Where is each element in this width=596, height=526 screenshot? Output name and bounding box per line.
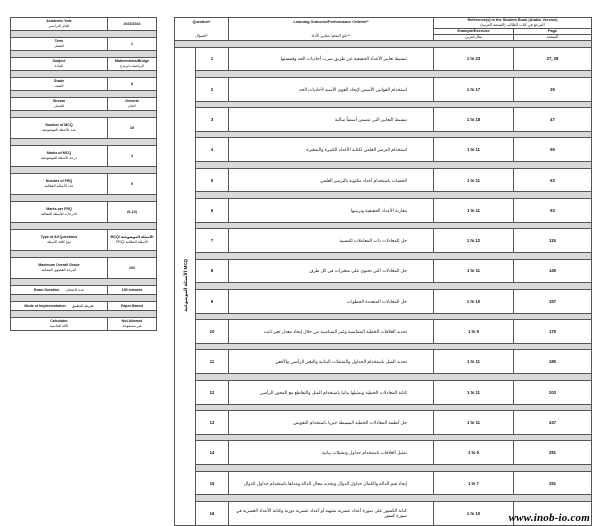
section-label-cell [175,47,196,525]
info-value-text: 2023/2024 [123,21,141,26]
info-key [11,318,108,331]
example-range: 1 to 11 [434,411,514,435]
outcome-row [175,77,592,101]
info-value-text: 4 [131,153,133,158]
page-number: 35 [514,77,592,101]
info-row [11,302,157,311]
learning-outcome: تمثيل العلاقات باستخدام جداول وتمثيلات بيانية [229,441,434,465]
exam-info-body [11,18,157,331]
learning-outcome: كتابة الكسور على صورة أعداد عشرية منتهية أو أعداد عشرية دورية وكتابة الأعداد العشرية في صورة كسور [229,501,434,525]
outcome-row [175,138,592,162]
example-range: 1 to 11 [434,380,514,404]
outcome-header [229,18,434,41]
info-key-en: Maximum Overall Grade [38,263,80,268]
outcome-row [175,289,592,313]
info-key [11,258,108,279]
info-row [11,58,157,71]
info-row [11,78,157,91]
header-row-1 [175,18,592,29]
question-number: 15 [196,471,229,495]
outcome-row [175,441,592,465]
info-key-ar: مدة الامتحان [65,287,85,292]
info-value [108,38,157,51]
info-gap [11,195,157,202]
page-number: 93 [514,198,592,222]
question-number: 14 [196,441,229,465]
info-value-text: 5 [131,181,133,186]
info-value-text: 150 minutes [121,287,143,292]
outcome-row [175,168,592,192]
example-header: Example/Exercise [434,29,514,35]
reference-header-ar: المرجع في كتاب الطالب (النسخة العربية) [480,23,545,27]
question-number: 9 [196,289,229,313]
page-number: 281 [514,441,592,465]
learning-outcome: حل المعادلات التي تحتوي على متغيرات في كل طرف [229,259,434,283]
info-value [108,286,157,295]
question-number: 5 [196,168,229,192]
question-header-en: Question* [192,19,211,24]
example-range: 1 to 5 [434,441,514,465]
info-value-text: Not Allowed [121,319,143,324]
page-number: 175 [514,320,592,344]
question-number: 4 [196,138,229,162]
info-value [108,302,157,311]
info-value-text: General [125,99,139,104]
example-range: 1 to 23 [434,47,514,71]
page-number: 149 [514,259,592,283]
info-value-text: Mathematics/Bridge [114,59,150,64]
info-gap [11,311,157,318]
info-key-ar: العام الدراسي [48,24,70,28]
info-gap [11,91,157,98]
page-number: 185 [514,350,592,374]
info-value-text: (6-10) [127,209,137,214]
example-range: 1 to 9 [434,320,514,344]
info-row [11,318,157,331]
reference-header [434,18,592,29]
info-key-ar: طريقة التطبيق [71,303,94,308]
learning-outcome: حل المعادلات المتعددة الخطوات [229,289,434,313]
question-number: 1 [196,47,229,71]
page-number: 203 [514,380,592,404]
watermark: www.inob-io.com [508,512,590,524]
page-number: 55 [514,138,592,162]
question-number: 11 [196,350,229,374]
info-key-en: Number of FRQ [45,179,73,184]
page-number: 291 [514,471,592,495]
outcome-row [175,108,592,132]
learning-outcome: إيجاد قيم الدالة والكمال جداول الدوال وتحديد مجال الدالة ومداها باستخدام جداول الدوال [229,471,434,495]
question-number: 7 [196,229,229,253]
page-number: 47 [514,108,592,132]
question-number: 2 [196,77,229,101]
example-range: 1 to 10 [434,501,514,525]
info-key [11,174,108,195]
info-key-en: Grade [53,79,65,84]
info-key-ar: عدد الأسئلة الموضوعية [42,128,76,132]
info-key-en: Mode of Implementation [24,303,66,308]
outcome-row [175,471,592,495]
info-value-ar: غير مسموحة [122,324,142,328]
info-value [108,146,157,167]
info-row [11,230,157,251]
info-key [11,18,108,31]
info-row [11,118,157,139]
outcome-row [175,380,592,404]
info-key [11,202,108,223]
learning-outcome: تبسيط تعابير الأعداد الحقيقية عن طريق ضرب أحاديات الحد وقسمتها [229,47,434,71]
question-number: 3 [196,108,229,132]
question-number: 16 [196,501,229,525]
learning-outcome: استخدام الترميز العلمي لكتابة الأعداد الكبيرة والصغيرة [229,138,434,162]
outcome-row [175,350,592,374]
example-range: 1 to 17 [434,77,514,101]
info-value [108,18,157,31]
info-gap [11,251,157,258]
info-key-en: Academic Year [46,19,72,24]
info-value-text: 100 [129,265,135,270]
learning-outcome: تحديد العلاقات الخطية المتناسبة وغير المتناسبة من خلال إيجاد معدل تغير ثابت [229,320,434,344]
info-value-text: 8 [131,81,133,86]
info-key-ar: درجة الأسئلة الموضوعية [41,156,77,160]
reference-header-en: Reference(s) in the Student Book (Arabic Version) [467,18,558,22]
info-gap [11,139,157,146]
learning-outcome: تبسيط التعابير التي تتضمن أسساً سالبة [229,108,434,132]
info-row [11,202,157,223]
info-key-en: Type of All Questions [40,235,78,240]
example-range: 1 to 10 [434,289,514,313]
example-range: 1 to 11 [434,259,514,283]
info-key-en: Calculator [50,319,68,324]
info-value-text: MCQ/ الأسئلة الموضوعية [110,235,154,240]
info-value [108,78,157,91]
info-key-en: Number of MCQ [45,123,73,128]
question-number: 13 [196,411,229,435]
info-row [11,286,157,295]
info-value-ar: الرياضيات/بريدج [120,64,144,68]
info-key [11,98,108,111]
info-key-ar: نوع كافة الأسئلة [47,240,71,244]
learning-outcome: مقارنة الأعداد الحقيقية وترتيبها [229,198,434,222]
example-range: 1 to 11 [434,168,514,192]
section-label: الأسئلة الموضوعية MCQ [182,259,188,312]
outcome-row [175,198,592,222]
info-value [108,58,157,71]
info-key [11,78,108,91]
example-range: 1 to 11 [434,138,514,162]
outcome-row [175,229,592,253]
outcome-row [175,320,592,344]
info-value-ar: العام [128,104,136,108]
info-key [11,38,108,51]
info-value-text: 15 [130,125,134,130]
info-key [11,286,108,295]
example-range: 1 to 12 [434,229,514,253]
info-row [11,98,157,111]
info-key-ar: عدد الأسئلة المقالية [44,184,74,188]
page-header-ar: الصفحة [514,35,592,41]
example-range: 1 to 11 [434,198,514,222]
learning-outcome: الحساب باستخدام أعداد مكتوبة بالترميز العلمي [229,168,434,192]
info-key-en: Exam Duration [33,287,60,292]
info-key [11,302,108,311]
page-number: 247 [514,411,592,435]
info-key-ar: المادة [54,64,64,68]
info-value [108,318,157,331]
info-key-ar: الصف [54,84,64,88]
info-key [11,118,108,139]
info-key-en: Marks of MCQ [46,151,72,156]
info-row [11,18,157,31]
info-gap [11,31,157,38]
info-row [11,38,157,51]
info-key-ar: الفصل [54,44,64,48]
outcome-row [175,259,592,283]
question-number: 6 [196,198,229,222]
info-key [11,146,108,167]
info-value [108,98,157,111]
page-header: Page [514,29,592,35]
question-header [175,18,229,41]
info-gap [11,295,157,302]
info-gap [11,223,157,230]
outcome-row [175,47,592,71]
info-value [108,202,157,223]
outcome-row [175,411,592,435]
info-gap [11,111,157,118]
info-value [108,230,157,251]
info-value [108,258,157,279]
info-gap [11,279,157,286]
info-key-en: Subject [52,59,66,64]
question-number: 12 [196,380,229,404]
outcome-header-ar: ناتج التعلم/ معايير الأداء** [311,33,351,38]
question-number: 8 [196,259,229,283]
info-key-en: Marks per FRQ [46,207,72,212]
outcomes-body [175,47,592,525]
info-value-ar: FRQ/ الأسئلة المقالية [115,240,149,244]
outcomes-table [174,17,592,526]
question-number: 10 [196,320,229,344]
page-number: 27, 28 [514,47,592,71]
page-number: 63 [514,168,592,192]
info-key-ar: الدرجات للأسئلة المقالية [40,212,78,216]
info-value [108,174,157,195]
learning-outcome: استخدام القوانين الأسس لإيجاد القوى الأسية لأحاديات الحد [229,77,434,101]
info-row [11,258,157,279]
question-header-ar: السؤال* [195,33,208,38]
info-key-ar: الآلة الحاسبة [49,324,69,328]
example-range: 1 to 7 [434,471,514,495]
outcome-header-en: Learning Outcome/Performance Criteria** [293,19,369,24]
info-key-en: Stream [52,99,66,104]
info-key [11,58,108,71]
info-row [11,174,157,195]
learning-outcome: حل أنظمة المعادلات الخطية البسيطة جبريا باستخدام التعويض [229,411,434,435]
example-header-ar: مثال/تمرين [434,35,514,41]
info-key-ar: المسار [53,104,65,108]
info-key-en: Term [54,39,64,44]
learning-outcome: تحديد الميل باستخدام الجداول والتمثيلات البيانية والتغير الرأسي والأفقي [229,350,434,374]
info-value-text: 1 [131,41,133,46]
info-gap [11,167,157,174]
example-range: 1 to 11 [434,350,514,374]
info-value-text: Paper-Based [121,303,143,308]
example-range: 1 to 18 [434,108,514,132]
page-number: 157 [514,289,592,313]
info-row [11,146,157,167]
info-key-ar: الدرجة القصوى الممكنة [41,268,77,272]
info-gap [11,51,157,58]
learning-outcome: كتابة المعادلات الخطية وتمثيلها بيانيا باستخدام الميل والتقاطع مع المحور الرأسي [229,380,434,404]
info-gap [11,71,157,78]
info-key [11,230,108,251]
info-value [108,118,157,139]
page-number: 115 [514,229,592,253]
learning-outcome: حل المعادلات ذات المعاملات النسبية [229,229,434,253]
exam-info-table [10,17,157,331]
